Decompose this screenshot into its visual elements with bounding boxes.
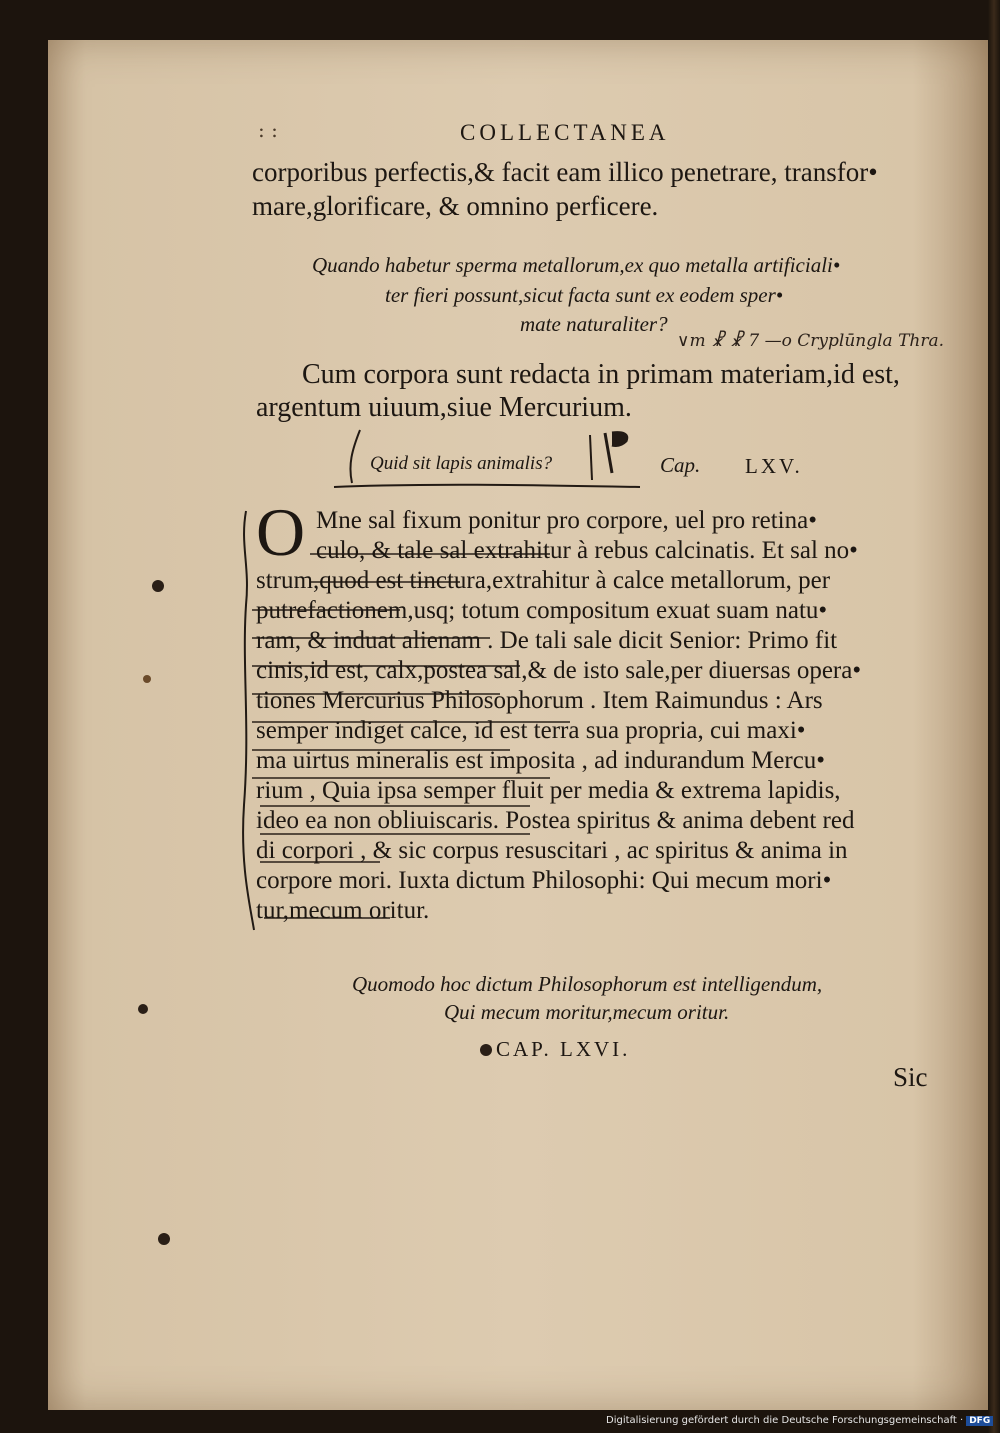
digitization-footer <box>606 1415 993 1426</box>
question-line: Quando habetur sperma metallorum,ex quo metalla artificiali• <box>312 253 841 277</box>
text-line: mare,glorificare, & omnino perficere. <box>252 191 659 221</box>
body-line: di corpori , & sic corpus resuscitari , ac spiritus & anima in <box>256 837 848 864</box>
footer-text: Digitalisierung gefördert durch die Deutsche Forschungsgemeinschaft · <box>606 1415 964 1426</box>
body-line: ram, & induat alienam . De tali sale dicit Senior: Primo fit <box>256 627 838 654</box>
body-line: ma uirtus mineralis est imposita , ad indurandum Mercu• <box>256 747 826 774</box>
handwritten-annotation: ∨m ☧ ☧ 7 —o Cryplūngla Thra. <box>677 331 945 351</box>
body-line: corpore mori. Iuxta dictum Philosophi: Qui mecum mori• <box>256 867 832 894</box>
body-line: putrefactionem,usq; totum compositum exuat suam natu• <box>256 597 828 624</box>
bracket-mark-icon <box>330 425 660 505</box>
body-line: cinis,id est, calx,postea sal,& de isto sale,per diuersas opera• <box>256 657 862 684</box>
answer-line: Cum corpora sunt redacta in primam materiam,id est, <box>302 359 900 390</box>
chapter-65-number: LXV. <box>745 454 803 478</box>
question-line: Quomodo hoc dictum Philosophorum est intelligendum, <box>352 972 823 996</box>
body-line: strum,quod est tinctura,extrahitur à calce metallorum, per <box>256 567 831 594</box>
drop-cap: O <box>256 494 306 570</box>
body-line: tur,mecum oritur. <box>256 897 430 924</box>
catchword: Sic <box>893 1062 928 1092</box>
question-line: Qui mecum moritur,mecum oritur. <box>444 1000 730 1024</box>
body-line: rium , Quia ipsa semper fluit per media & extrema lapidis, <box>256 777 841 804</box>
answer-line: argentum uiuum,siue Mercurium. <box>256 392 632 423</box>
right-binding-edge <box>988 0 1000 1433</box>
dfg-logo: DFG <box>966 1416 993 1426</box>
body-line: semper indiget calce, id est terra sua propria, cui maxi• <box>256 717 806 744</box>
chapter-65-title: Quid sit lapis animalis? <box>370 453 553 474</box>
chapter-bullet-icon <box>480 1044 492 1056</box>
body-line: culo, & tale sal extrahitur à rebus calcinatis. Et sal no• <box>316 537 858 564</box>
chapter-66-heading: CAP. LXVI. <box>496 1037 631 1061</box>
margin-dot <box>158 1233 170 1245</box>
running-title: COLLECTANEA <box>460 120 670 145</box>
margin-dot <box>138 1004 148 1014</box>
margin-dot <box>152 580 164 592</box>
margin-dot <box>143 675 151 683</box>
question-line: ter fieri possunt,sicut facta sunt ex eodem sper• <box>385 283 784 307</box>
text-line: corporibus perfectis,& facit eam illico penetrare, transfor• <box>252 157 878 187</box>
header-ornament: : : <box>258 118 278 142</box>
chapter-65-cap-label: Cap. <box>660 453 701 477</box>
body-line: tiones Mercurius Philosophorum . Item Raimundus : Ars <box>256 687 823 714</box>
question-line: mate naturaliter? <box>520 312 668 336</box>
body-line: Mne sal fixum ponitur pro corpore, uel pro retina• <box>316 507 817 534</box>
body-line: ideo ea non obliuiscaris. Postea spiritus & anima debent red <box>256 807 855 834</box>
